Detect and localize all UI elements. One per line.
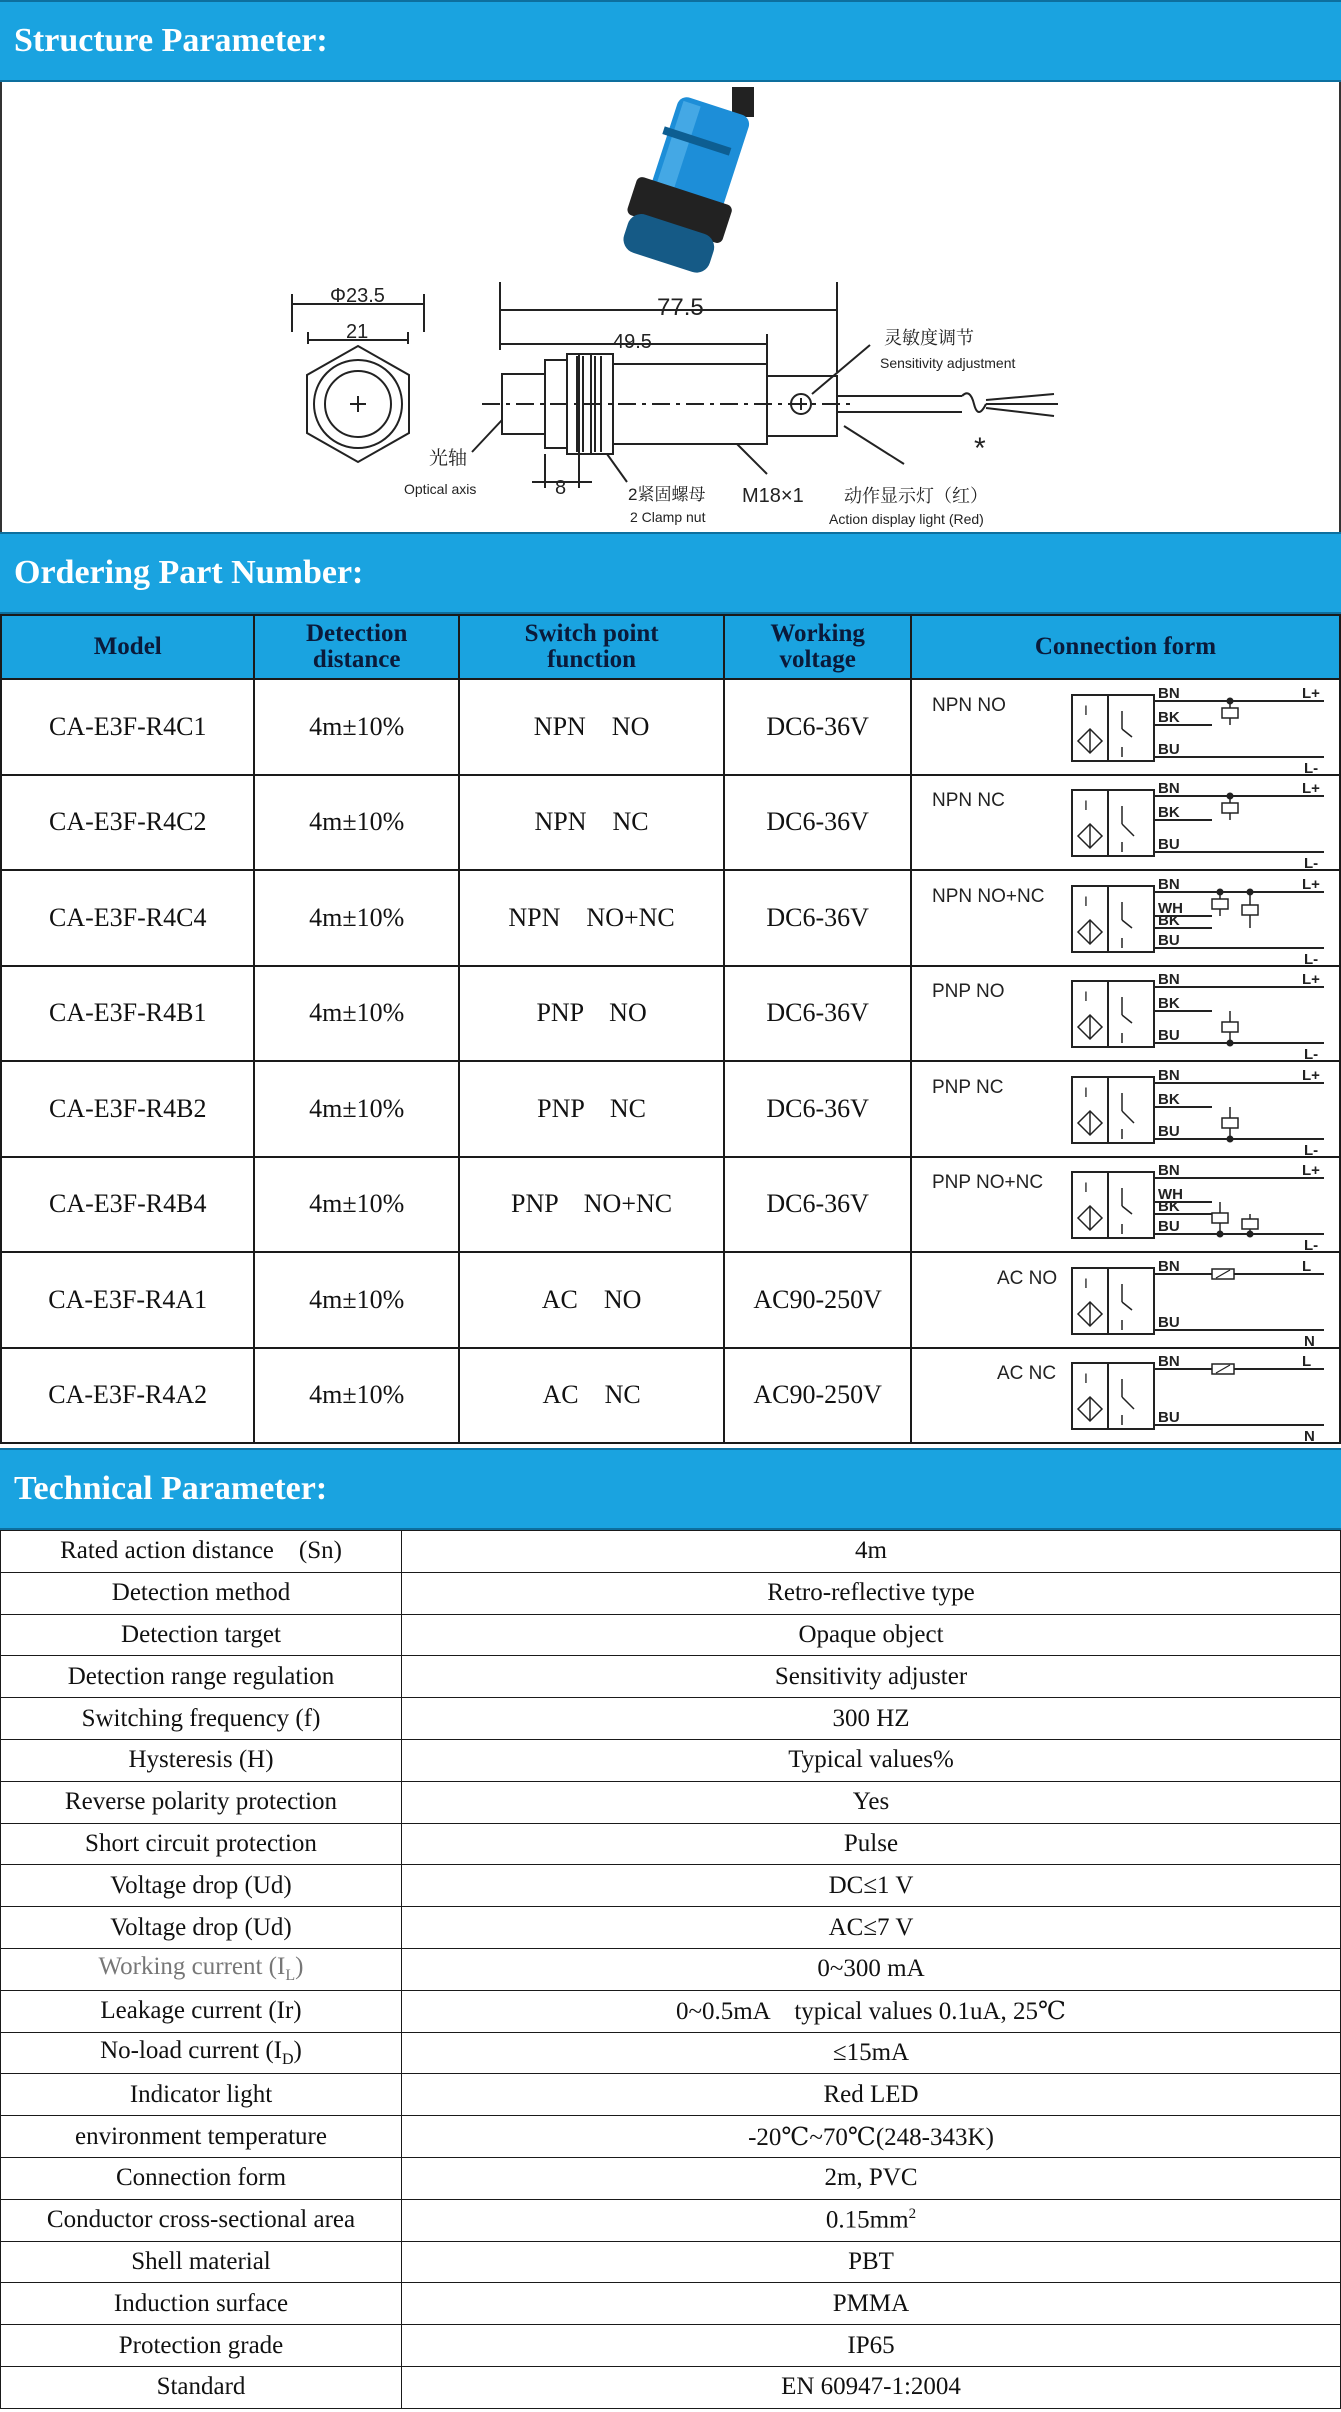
svg-text:I: I [1083, 1274, 1088, 1291]
svg-text:L-: L- [1303, 1046, 1319, 1060]
tech-value: Opaque object [402, 1614, 1341, 1656]
tech-label: Conductor cross-sectional area [1, 2199, 402, 2241]
function-cell: AC NO [459, 1252, 724, 1348]
clamp-nut-cn-label: 2紧固螺母 [628, 485, 706, 504]
svg-text:BK: BK [1157, 804, 1180, 822]
svg-text:WH: WH [1157, 899, 1183, 917]
distance-cell: 4m±10% [254, 1061, 458, 1157]
tech-value: Retro-reflective type [402, 1572, 1341, 1614]
tech-row [1, 2366, 1341, 2408]
svg-text:BK: BK [1157, 1090, 1180, 1108]
function-cell: NPN NO [459, 679, 724, 775]
svg-text:L+: L+ [1301, 971, 1320, 989]
function-cell: AC NC [459, 1348, 724, 1444]
wiring-diagram [911, 966, 1340, 1062]
svg-text:L-: L- [1303, 855, 1319, 869]
svg-text:I: I [1083, 988, 1088, 1005]
svg-text:WH: WH [1157, 1186, 1183, 1204]
sensitivity-en-label: Sensitivity adjustment [880, 355, 1016, 371]
svg-text:I: I [1083, 1370, 1088, 1387]
svg-text:L+: L+ [1301, 1066, 1320, 1084]
svg-text:BU: BU [1157, 1409, 1180, 1427]
thread-label: M18×1 [742, 485, 804, 507]
voltage-cell: DC6-36V [724, 966, 911, 1062]
svg-text:BN: BN [1157, 875, 1180, 893]
svg-text:BK: BK [1157, 708, 1180, 726]
svg-text:L-: L- [1303, 1237, 1319, 1251]
model-cell: CA-E3F-R4B1 [1, 966, 254, 1062]
tech-row [1, 1907, 1341, 1949]
tech-label: No-load current $(I_D)$ [1, 2032, 402, 2074]
ordering-table [0, 614, 1341, 1444]
tech-label: Reverse polarity protection [1, 1781, 402, 1823]
tech-row [1, 2325, 1341, 2367]
voltage-cell: DC6-36V [724, 775, 911, 871]
wiring-diagram [911, 775, 1340, 871]
tech-value: IP65 [402, 2325, 1341, 2367]
svg-text:I: I [1083, 1083, 1088, 1100]
function-cell: NPN NC [459, 775, 724, 871]
svg-text:L-: L- [1303, 1141, 1319, 1155]
svg-text:I: I [1083, 797, 1088, 814]
tech-row [1, 1614, 1341, 1656]
model-cell: CA-E3F-R4B2 [1, 1061, 254, 1157]
tech-row [1, 1823, 1341, 1865]
length-total-label: 77.5 [657, 294, 704, 321]
wiring-type-label: NPN NO [931, 694, 1006, 716]
wiring-diagram [911, 1348, 1340, 1444]
svg-text:I: I [1083, 1179, 1088, 1196]
header-model: Model [1, 615, 254, 679]
tech-row [1, 1572, 1341, 1614]
tech-row [1, 1781, 1341, 1823]
tech-row [1, 1698, 1341, 1740]
distance-cell: 4m±10% [254, 679, 458, 775]
technical-title-text: Technical Parameter: [14, 1470, 328, 1507]
tech-label: Protection grade [1, 2325, 402, 2367]
distance-cell: 4m±10% [254, 775, 458, 871]
tech-row [1, 1739, 1341, 1781]
dia-inner-label: 21 [346, 321, 369, 343]
tech-label: Detection target [1, 1614, 402, 1656]
wiring-type-label: NPN NC [931, 790, 1005, 812]
tech-value: 2m, PVC [402, 2157, 1341, 2199]
model-cell: CA-E3F-R4C2 [1, 775, 254, 871]
tech-row [1, 1656, 1341, 1698]
tech-value: Typical values% [402, 1739, 1341, 1781]
tech-label: Voltage drop (Ud) [1, 1865, 402, 1907]
tech-row [1, 2241, 1341, 2283]
tech-value: PBT [402, 2241, 1341, 2283]
svg-text:BN: BN [1157, 1162, 1180, 1180]
dia-outer-label: Φ23.5 [330, 285, 385, 307]
tech-row [1, 2157, 1341, 2199]
model-cell: CA-E3F-R4B4 [1, 1157, 254, 1253]
svg-text:L+: L+ [1301, 1162, 1320, 1180]
ordering-title-text: Ordering Part Number: [14, 554, 364, 591]
wiring-type-label: PNP NO+NC [931, 1172, 1044, 1194]
tech-value: AC≤7 V [402, 1907, 1341, 1949]
model-cell: CA-E3F-R4A1 [1, 1252, 254, 1348]
distance-cell: 4m±10% [254, 1157, 458, 1253]
svg-text:BN: BN [1157, 1257, 1180, 1275]
tech-value: PMMA [402, 2283, 1341, 2325]
svg-text:N: N [1303, 1332, 1315, 1346]
tech-label: Shell material [1, 2241, 402, 2283]
distance-cell: 4m±10% [254, 1348, 458, 1444]
tech-value: EN 60947-1:2004 [402, 2366, 1341, 2408]
structure-title-text: Structure Parameter: [14, 22, 328, 59]
svg-text:L-: L- [1303, 950, 1319, 964]
tech-value: Yes [402, 1781, 1341, 1823]
wiring-diagram [911, 1157, 1340, 1253]
function-cell: PNP NO [459, 966, 724, 1062]
svg-text:L+: L+ [1301, 875, 1320, 893]
tech-row [1, 2074, 1341, 2116]
tech-label: Leakage current (Ir) [1, 1990, 402, 2032]
svg-text:BN: BN [1157, 780, 1180, 798]
svg-text:BU: BU [1157, 931, 1180, 949]
svg-text:BU: BU [1157, 836, 1180, 854]
header-connection: Connection form [911, 615, 1340, 679]
tech-label: Hysteresis (H) [1, 1739, 402, 1781]
axis-en-label: Optical axis [404, 481, 477, 497]
tech-label: Rated action distance (Sn) [1, 1531, 402, 1573]
header-switch: Switch point function [459, 615, 724, 679]
svg-text:BN: BN [1157, 684, 1180, 702]
voltage-cell: DC6-36V [724, 1061, 911, 1157]
svg-text:L-: L- [1303, 759, 1319, 773]
side-view [472, 282, 1058, 488]
ordering-header-row [1, 615, 1340, 679]
svg-text:L+: L+ [1301, 684, 1320, 702]
tech-value: ≤15mA [402, 2032, 1341, 2074]
tech-row [1, 1990, 1341, 2032]
ordering-row [1, 1157, 1340, 1253]
tech-row [1, 2199, 1341, 2241]
structure-section-title [0, 0, 1341, 82]
function-cell: PNP NO+NC [459, 1157, 724, 1253]
tech-label: Connection form [1, 2157, 402, 2199]
axis-cn-label: 光轴 [429, 448, 468, 469]
length-thread-label: 49.5 [613, 331, 652, 353]
note-star: * [974, 432, 986, 465]
light-en-label: Action display light (Red) [829, 511, 984, 527]
tech-label: Short circuit protection [1, 1823, 402, 1865]
tech-label: Voltage drop (Ud) [1, 1907, 402, 1949]
svg-text:BU: BU [1157, 1027, 1180, 1045]
tech-value: $0.15mm^2$ [402, 2199, 1341, 2241]
distance-cell: 4m±10% [254, 870, 458, 966]
svg-text:BK: BK [1157, 995, 1180, 1013]
svg-text:L: L [1301, 1257, 1312, 1275]
clamp-nut-en-label: 2 Clamp nut [630, 509, 706, 525]
svg-text:L+: L+ [1301, 780, 1320, 798]
distance-cell: 4m±10% [254, 966, 458, 1062]
header-voltage: Working voltage [724, 615, 911, 679]
ordering-row [1, 1348, 1340, 1444]
voltage-cell: AC90-250V [724, 1348, 911, 1444]
ordering-row [1, 966, 1340, 1062]
model-cell: CA-E3F-R4C4 [1, 870, 254, 966]
wiring-type-label: NPN NO+NC [931, 885, 1045, 907]
tech-row [1, 2116, 1341, 2158]
function-cell: NPN NO+NC [459, 870, 724, 966]
header-detection: Detection distance [254, 615, 458, 679]
wiring-type-label: PNP NC [931, 1076, 1004, 1098]
tech-label: Induction surface [1, 2283, 402, 2325]
tech-value: 4m [402, 1531, 1341, 1573]
tech-label: Working current $(I_L)$ [1, 1948, 402, 1990]
model-cell: CA-E3F-R4C1 [1, 679, 254, 775]
voltage-cell: AC90-250V [724, 1252, 911, 1348]
tech-label: Standard [1, 2366, 402, 2408]
ordering-row [1, 870, 1340, 966]
tech-label: Detection range regulation [1, 1656, 402, 1698]
voltage-cell: DC6-36V [724, 870, 911, 966]
function-cell: PNP NC [459, 1061, 724, 1157]
svg-text:L: L [1301, 1353, 1312, 1371]
voltage-cell: DC6-36V [724, 679, 911, 775]
tech-value: -20℃~70℃(248-343K) [402, 2116, 1341, 2158]
ordering-row [1, 679, 1340, 775]
wiring-diagram [911, 1061, 1340, 1157]
tech-row [1, 1948, 1341, 1990]
svg-text:BN: BN [1157, 1066, 1180, 1084]
tech-row [1, 1865, 1341, 1907]
structure-drawing [0, 82, 1341, 532]
tech-value: Red LED [402, 2074, 1341, 2116]
tech-row [1, 2032, 1341, 2074]
tech-value: 0~300 mA [402, 1948, 1341, 1990]
ordering-row [1, 1252, 1340, 1348]
svg-text:N: N [1303, 1428, 1315, 1442]
technical-table [0, 1530, 1341, 2409]
tech-value: DC≤1 V [402, 1865, 1341, 1907]
wiring-type-label: PNP NO [931, 981, 1005, 1003]
svg-text:BK: BK [1157, 911, 1180, 929]
ordering-row [1, 775, 1340, 871]
nut-width-label: 8 [555, 477, 567, 499]
wiring-diagram [911, 870, 1340, 966]
tech-label: Switching frequency (f) [1, 1698, 402, 1740]
tech-label: Indicator light [1, 2074, 402, 2116]
tech-row [1, 2283, 1341, 2325]
ordering-row [1, 1061, 1340, 1157]
tech-value: Sensitivity adjuster [402, 1656, 1341, 1698]
tech-label: environment temperature [1, 2116, 402, 2158]
ordering-section-title [0, 532, 1341, 614]
tech-value: 300 HZ [402, 1698, 1341, 1740]
tech-value: 0~0.5mA typical values 0.1uA, 25℃ [402, 1990, 1341, 2032]
svg-text:I: I [1083, 892, 1088, 909]
svg-text:BU: BU [1157, 1218, 1180, 1236]
svg-text:I: I [1083, 701, 1088, 718]
distance-cell: 4m±10% [254, 1252, 458, 1348]
tech-label: Detection method [1, 1572, 402, 1614]
light-cn-label: 动作显示灯（红） [844, 486, 988, 506]
technical-section-title [0, 1448, 1341, 1530]
svg-text:BU: BU [1157, 1313, 1180, 1331]
svg-text:BN: BN [1157, 971, 1180, 989]
wiring-type-label: AC NC [996, 1363, 1057, 1385]
wiring-type-label: AC NO [996, 1267, 1058, 1289]
tech-row [1, 1531, 1341, 1573]
svg-text:BU: BU [1157, 1122, 1180, 1140]
model-cell: CA-E3F-R4A2 [1, 1348, 254, 1444]
wiring-diagram [911, 1252, 1340, 1348]
svg-text:BU: BU [1157, 740, 1180, 758]
sensor-photo [615, 87, 761, 278]
svg-text:BK: BK [1157, 1198, 1180, 1216]
svg-text:BN: BN [1157, 1353, 1180, 1371]
tech-value: Pulse [402, 1823, 1341, 1865]
voltage-cell: DC6-36V [724, 1157, 911, 1253]
sensitivity-cn-label: 灵敏度调节 [884, 328, 974, 348]
wiring-diagram [911, 679, 1340, 775]
end-view [292, 294, 424, 462]
